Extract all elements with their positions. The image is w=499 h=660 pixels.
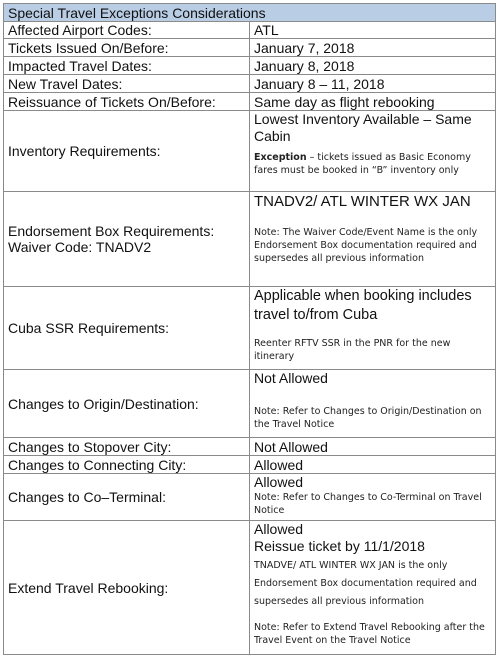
table-row	[4, 456, 496, 474]
row-label-reissuance: Reissuance of Tickets On/Before:	[4, 93, 250, 111]
table-header-row	[4, 4, 496, 22]
row-value-endorsement	[250, 192, 496, 287]
co-terminal-value: Allowed	[254, 474, 304, 490]
table-row	[4, 111, 496, 192]
row-value-impacted-dates: January 8, 2018	[250, 57, 496, 75]
table-row	[4, 438, 496, 456]
table-row	[4, 22, 496, 39]
row-label-airport-codes: Affected Airport Codes:	[4, 22, 250, 39]
endorsement-label-line2: Waiver Code: TNADV2	[8, 239, 152, 255]
row-label-impacted-dates: Impacted Travel Dates:	[4, 57, 250, 75]
row-value-origin-destination	[250, 370, 496, 438]
endorsement-note: Note: The Waiver Code/Event Name is the only Endorsement Box documentation required and supersedes all previous information	[254, 227, 478, 264]
row-label-inventory: Inventory Requirements:	[4, 111, 250, 192]
table-row	[4, 192, 496, 287]
row-value-reissuance: Same day as flight rebooking	[250, 93, 496, 111]
inventory-exception	[254, 151, 491, 177]
extend-value2: Reissue ticket by 11/1/2018	[254, 538, 425, 554]
row-value-new-dates: January 8 – 11, 2018	[250, 75, 496, 93]
row-value-cuba	[250, 287, 496, 370]
table-row	[4, 521, 496, 655]
extend-value: Allowed	[254, 521, 304, 537]
table-row	[4, 370, 496, 438]
row-label-extend: Extend Travel Rebooking:	[4, 521, 250, 655]
exception-label: Exception	[254, 152, 307, 163]
row-label-stopover: Changes to Stopover City:	[4, 438, 250, 456]
inventory-value: Lowest Inventory Available – Same Cabin	[254, 111, 472, 144]
cuba-note: Reenter RFTV SSR in the PNR for the new itinerary	[254, 338, 451, 362]
row-label-origin-destination: Changes to Origin/Destination:	[4, 370, 250, 438]
origin-destination-note: Note: Refer to Changes to Origin/Destination on the Travel Notice	[254, 406, 482, 430]
row-label-endorsement	[4, 192, 250, 287]
row-value-inventory	[250, 111, 496, 192]
table-row	[4, 93, 496, 111]
row-value-connecting: Allowed	[250, 456, 496, 474]
exception-text: – tickets issued as Basic Economy fares must be booked in “B” inventory only	[254, 152, 471, 176]
extend-note: Note: Refer to Extend Travel Rebooking after the Travel Event on the Travel Notice	[254, 622, 485, 646]
co-terminal-note: Note: Refer to Changes to Co-Terminal on Travel Notice	[254, 492, 482, 516]
cuba-value: Applicable when booking includes travel to/from Cuba	[254, 288, 472, 323]
table-row	[4, 39, 496, 57]
row-value-stopover: Not Allowed	[250, 438, 496, 456]
row-label-co-terminal: Changes to Co–Terminal:	[4, 474, 250, 521]
row-value-airport-codes: ATL	[250, 22, 496, 39]
row-label-cuba: Cuba SSR Requirements:	[4, 287, 250, 370]
table-row	[4, 57, 496, 75]
table-row	[4, 75, 496, 93]
endorsement-label-line1: Endorsement Box Requirements:	[8, 223, 215, 239]
table-title: Special Travel Exceptions Considerations	[4, 4, 496, 22]
origin-destination-value: Not Allowed	[254, 370, 328, 386]
row-label-new-dates: New Travel Dates:	[4, 75, 250, 93]
row-value-extend	[250, 521, 496, 655]
row-value-tickets-issued: January 7, 2018	[250, 39, 496, 57]
table-row	[4, 474, 496, 521]
extend-text: TNADVE/ ATL WINTER WX JAN is the only Endorsement Box documentation required and supersedes all previous information	[254, 560, 477, 607]
endorsement-value: TNADV2/ ATL WINTER WX JAN	[254, 193, 471, 210]
exceptions-table	[3, 3, 496, 655]
row-label-tickets-issued: Tickets Issued On/Before:	[4, 39, 250, 57]
row-value-co-terminal	[250, 474, 496, 521]
table-row	[4, 287, 496, 370]
row-label-connecting: Changes to Connecting City:	[4, 456, 250, 474]
